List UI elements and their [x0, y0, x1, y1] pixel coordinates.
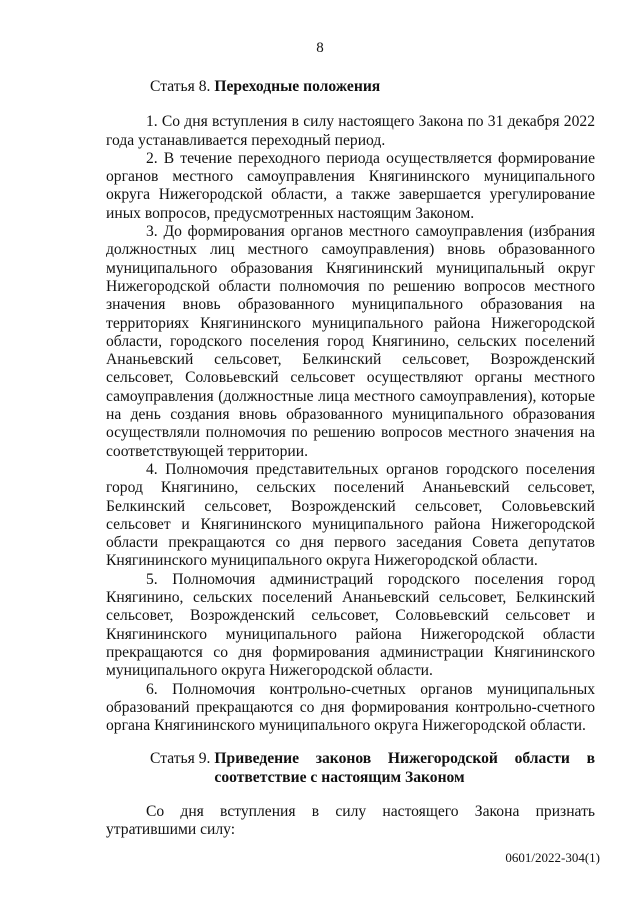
article-8-paragraph-2: 2. В течение переходного периода осуществляется формирование органов местного самоуправления Княгининского муниципального округа Нижегородской области, а также завершается урегулирование иных вопросов, предусмотренных настоящим Законом.	[106, 149, 595, 222]
article-8-paragraph-4: 4. Полномочия представительных органов городского поселения город Княгинино, сельских поселений Ананьевский сельсовет, Белкинский сельсовет, Возрожденский сельсовет, Соловьевский сельсовет и Княгининского муниципального района Нижегородской области прекращаются со дня первого заседания Совета депутатов Княгининского муниципального округа Нижегородской области.	[106, 460, 595, 570]
article-8-paragraph-3: 3. До формирования органов местного самоуправления (избрания должностных лиц местного самоуправления) вновь образованного муниципального образования Княгининский муниципальный округ Нижегородской области полномочия по решению вопросов местного значения вновь образованного муниципального образования на территориях Княгининского муниципального района Нижегородской области, городского поселения город Княгинино, сельских поселений Ананьевский сельсовет, Белкинский сельсовет, Возрожденский сельсовет, Соловьевский сельсовет осуществляют органы местного самоуправления (должностные лица местного самоуправления), которые на день создания вновь образованного муниципального образования осуществляли полномочия по решению вопросов местного значения на соответствующей территории.	[106, 223, 595, 460]
document-body	[106, 78, 595, 840]
article-8-heading	[106, 78, 595, 96]
article-9-paragraph-1: Со дня вступления в силу настоящего Закона признать утратившими силу:	[106, 802, 595, 839]
article-9-heading	[106, 750, 595, 787]
article-8-paragraph-6: 6. Полномочия контрольно-счетных органов муниципальных образований прекращаются со дня формирования контрольно-счетного органа Княгининского муниципального округа Нижегородской области.	[106, 680, 595, 735]
article-9-prefix: Статья 9.	[150, 750, 211, 768]
page-number: 8	[316, 40, 324, 56]
document-code: 0601/2022-304(1)	[505, 850, 600, 865]
article-8-prefix: Статья 8.	[150, 78, 211, 95]
article-8-paragraph-5: 5. Полномочия администраций городского поселения город Княгинино, сельских поселений Ананьевский сельсовет, Белкинский сельсовет, Возрожденский сельсовет, Соловьевский сельсовет и Княгининского муниципального района Нижегородской области прекращаются со дня формирования администрации Княгининского муниципального округа Нижегородской области.	[106, 570, 595, 680]
article-8-paragraph-1: 1. Со дня вступления в силу настоящего Закона по 31 декабря 2022 года устанавливается переходный период.	[106, 113, 595, 149]
article-8-title: Переходные положения	[214, 78, 381, 95]
article-9-title: Приведение законов Нижегородской области в соответствие с настоящим Законом	[214, 750, 595, 786]
